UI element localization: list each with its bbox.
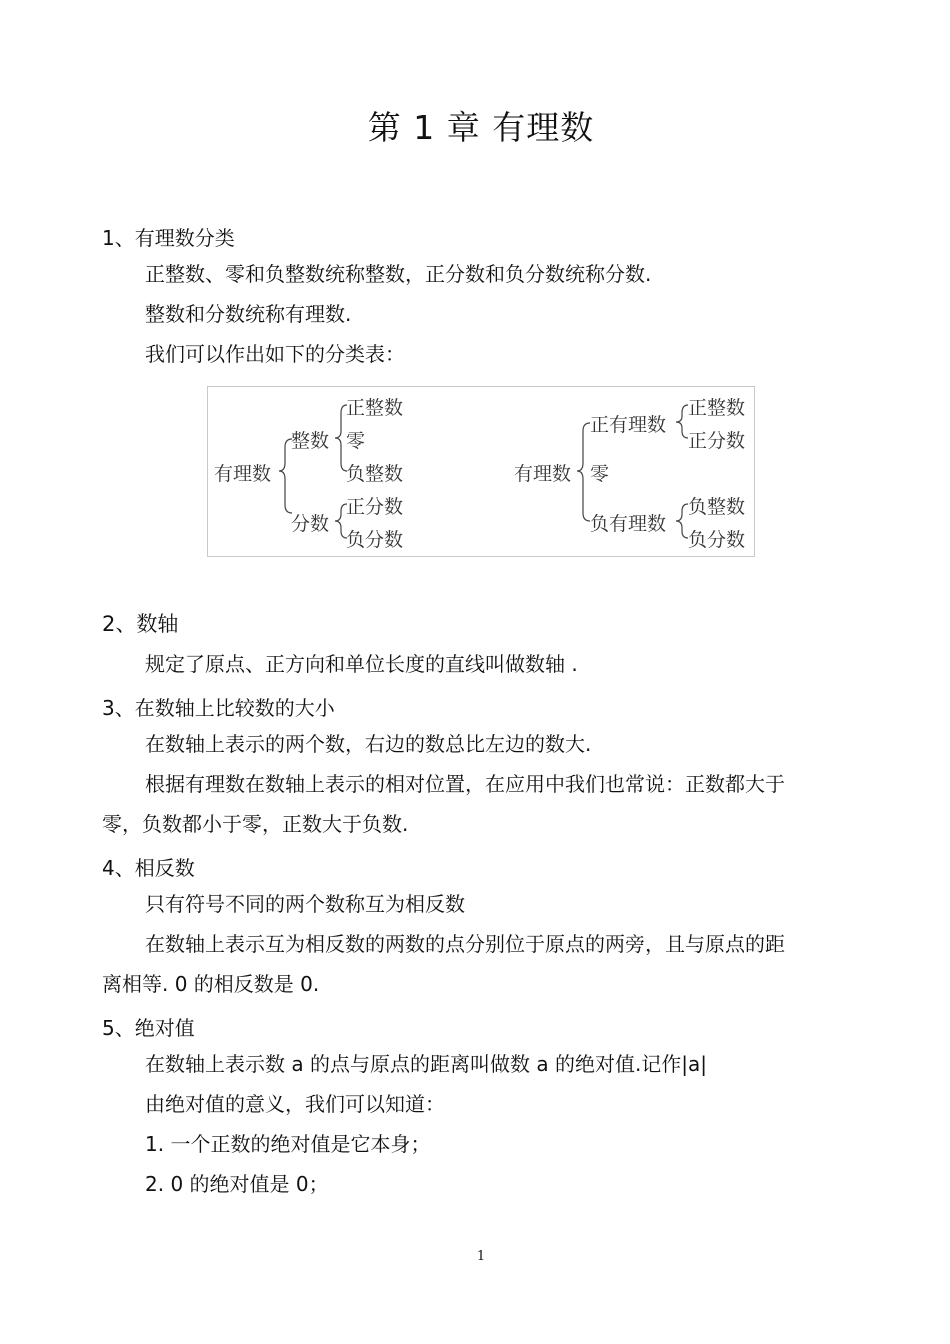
- right-positive-rational: 正有理数: [590, 414, 667, 436]
- section-5-list-item-1: 1. 一个正数的绝对值是它本身；: [145, 1132, 431, 1156]
- left-positive-integer: 正整数: [346, 397, 404, 419]
- left-fraction-label: 分数: [291, 513, 330, 535]
- page-number: 1: [476, 1249, 486, 1264]
- section-4-paragraph-2-line-2: 离相等. 0 的相反数是 0.: [102, 972, 320, 996]
- page-title: 第 1 章 有理数: [367, 108, 595, 147]
- left-root-label: 有理数: [214, 463, 272, 485]
- section-4-paragraph-2-line-1: 在数轴上表示互为相反数的两数的点分别位于原点的两旁，且与原点的距: [145, 932, 785, 956]
- left-negative-fraction: 负分数: [346, 529, 404, 551]
- right-root-label: 有理数: [514, 463, 572, 485]
- right-positive-fraction: 正分数: [688, 430, 746, 452]
- section-3-paragraph-1: 在数轴上表示的两个数，右边的数总比左边的数大.: [145, 732, 592, 756]
- section-4-heading: 4、相反数: [102, 856, 195, 880]
- right-negative-integer: 负整数: [688, 496, 746, 518]
- section-1-paragraph-3: 我们可以作出如下的分类表：: [145, 342, 405, 366]
- right-negative-fraction: 负分数: [688, 529, 746, 551]
- section-1-paragraph-2: 整数和分数统称有理数.: [145, 302, 352, 326]
- left-negative-integer: 负整数: [346, 463, 404, 485]
- left-integer-label: 整数: [291, 430, 330, 452]
- section-3-paragraph-2-line-2: 零，负数都小于零，正数大于负数.: [102, 812, 409, 836]
- section-5-list-item-2: 2. 0 的绝对值是 0；: [145, 1172, 329, 1196]
- right-zero: 零: [590, 463, 610, 485]
- section-2-heading: 2、数轴: [102, 612, 179, 636]
- section-2-paragraph-1: 规定了原点、正方向和单位长度的直线叫做数轴 .: [145, 652, 578, 676]
- section-5-paragraph-1: 在数轴上表示数 a 的点与原点的距离叫做数 a 的绝对值.记作|a|: [145, 1052, 708, 1076]
- section-5-paragraph-2: 由绝对值的意义，我们可以知道：: [145, 1092, 445, 1116]
- section-1-heading: 1、有理数分类: [102, 226, 235, 250]
- left-zero: 零: [346, 430, 366, 452]
- left-positive-fraction: 正分数: [346, 496, 404, 518]
- right-negative-rational: 负有理数: [590, 513, 667, 535]
- right-positive-integer: 正整数: [688, 397, 746, 419]
- section-3-paragraph-2-line-1: 根据有理数在数轴上表示的相对位置，在应用中我们也常说：正数都大于: [145, 772, 785, 796]
- section-4-paragraph-1: 只有符号不同的两个数称互为相反数: [145, 892, 465, 916]
- section-1-paragraph-1: 正整数、零和负整数统称整数，正分数和负分数统称分数.: [145, 262, 652, 286]
- section-5-heading: 5、绝对值: [102, 1016, 195, 1040]
- section-3-heading: 3、在数轴上比较数的大小: [102, 696, 335, 720]
- classification-diagram: [207, 386, 755, 557]
